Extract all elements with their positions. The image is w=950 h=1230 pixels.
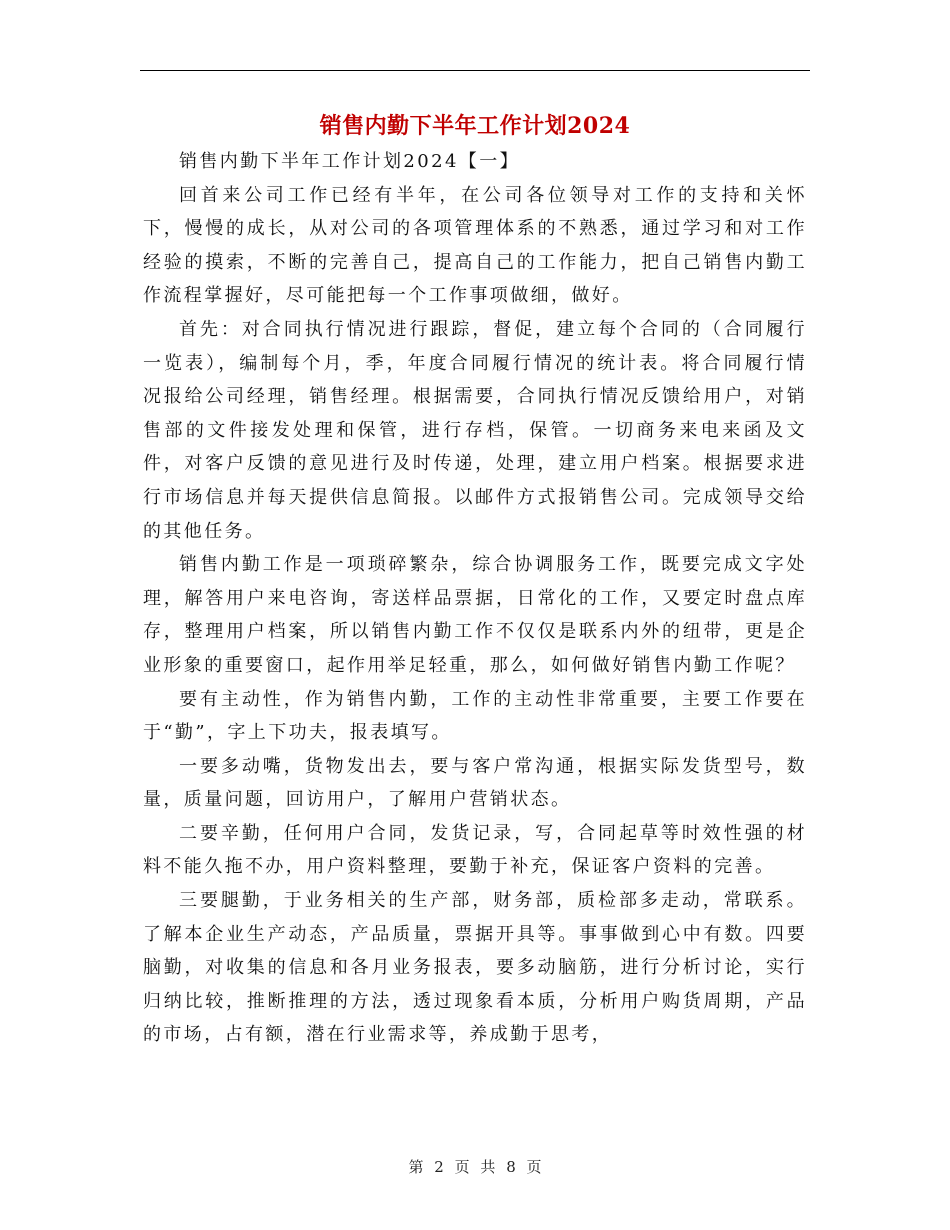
footer-prefix: 第 xyxy=(408,1158,424,1176)
paragraph: 二要辛勤，任何用户合同，发货记录，写，合同起草等时效性强的材料不能久拖不办，用户资料整理，要勤于补充，保证客户资料的完善。 xyxy=(143,822,807,878)
paragraph: 要有主动性，作为销售内勤，工作的主动性非常重要，主要工作要在于“勤”，字上下功夫，报表填写。 xyxy=(143,688,807,744)
paragraph: 三要腿勤，于业务相关的生产部，财务部，质检部多走动，常联系。了解本企业生产动态，产品质量，票据开具等。事事做到心中有数。四要脑勤，对收集的信息和各月业务报表，要多动脑筋，进行分析讨论，实行归纳比较，推断推理的方法，透过现象看本质，分析用户购货周期，产品的市场，占有额，潜在行业需求等，养成勤于思考， xyxy=(143,890,807,1046)
document-body xyxy=(143,145,807,1052)
paragraph: 首先：对合同执行情况进行跟踪，督促，建立每个合同的（合同履行一览表），编制每个月，季，年度合同履行情况的统计表。将合同履行情况报给公司经理，销售经理。根据需要，合同执行情况反馈给用户，对销售部的文件接发处理和保管，进行存档，保管。一切商务来电来函及文件，对客户反馈的意见进行及时传递，处理，建立用户档案。根据要求进行市场信息并每天提供信息简报。以邮件方式报销售公司。完成领导交给的其他任务。 xyxy=(143,318,807,542)
footer-page-word: 页 xyxy=(454,1158,470,1176)
paragraph: 回首来公司工作已经有半年，在公司各位领导对工作的支持和关怀下，慢慢的成长，从对公司的各项管理体系的不熟悉，通过学习和对工作经验的摸索，不断的完善自己，提高自己的工作能力，把自己销售内勤工作流程掌握好，尽可能把每一个工作事项做细，做好。 xyxy=(143,184,807,307)
footer-suffix: 页 xyxy=(526,1158,542,1176)
page-footer xyxy=(0,1156,950,1178)
paragraph-subheading: 销售内勤下半年工作计划2024【一】 xyxy=(179,151,521,172)
footer-total-pages: 8 xyxy=(506,1158,516,1176)
paragraph: 销售内勤工作是一项琐碎繁杂，综合协调服务工作，既要完成文字处理，解答用户来电咨询，寄送样品票据，日常化的工作，又要定时盘点库存，整理用户档案，所以销售内勤工作不仅仅是联系内外的纽带，更是企业形象的重要窗口，起作用举足轻重，那么，如何做好销售内勤工作呢？ xyxy=(143,554,807,676)
paragraph: 一要多动嘴，货物发出去，要与客户常沟通，根据实际发货型号，数量，质量问题，回访用户，了解用户营销状态。 xyxy=(143,755,807,811)
footer-total-word: 共 xyxy=(480,1158,496,1176)
document-title: 销售内勤下半年工作计划2024 xyxy=(319,113,631,139)
footer-current-page: 2 xyxy=(434,1158,444,1176)
header-rule xyxy=(140,70,810,71)
